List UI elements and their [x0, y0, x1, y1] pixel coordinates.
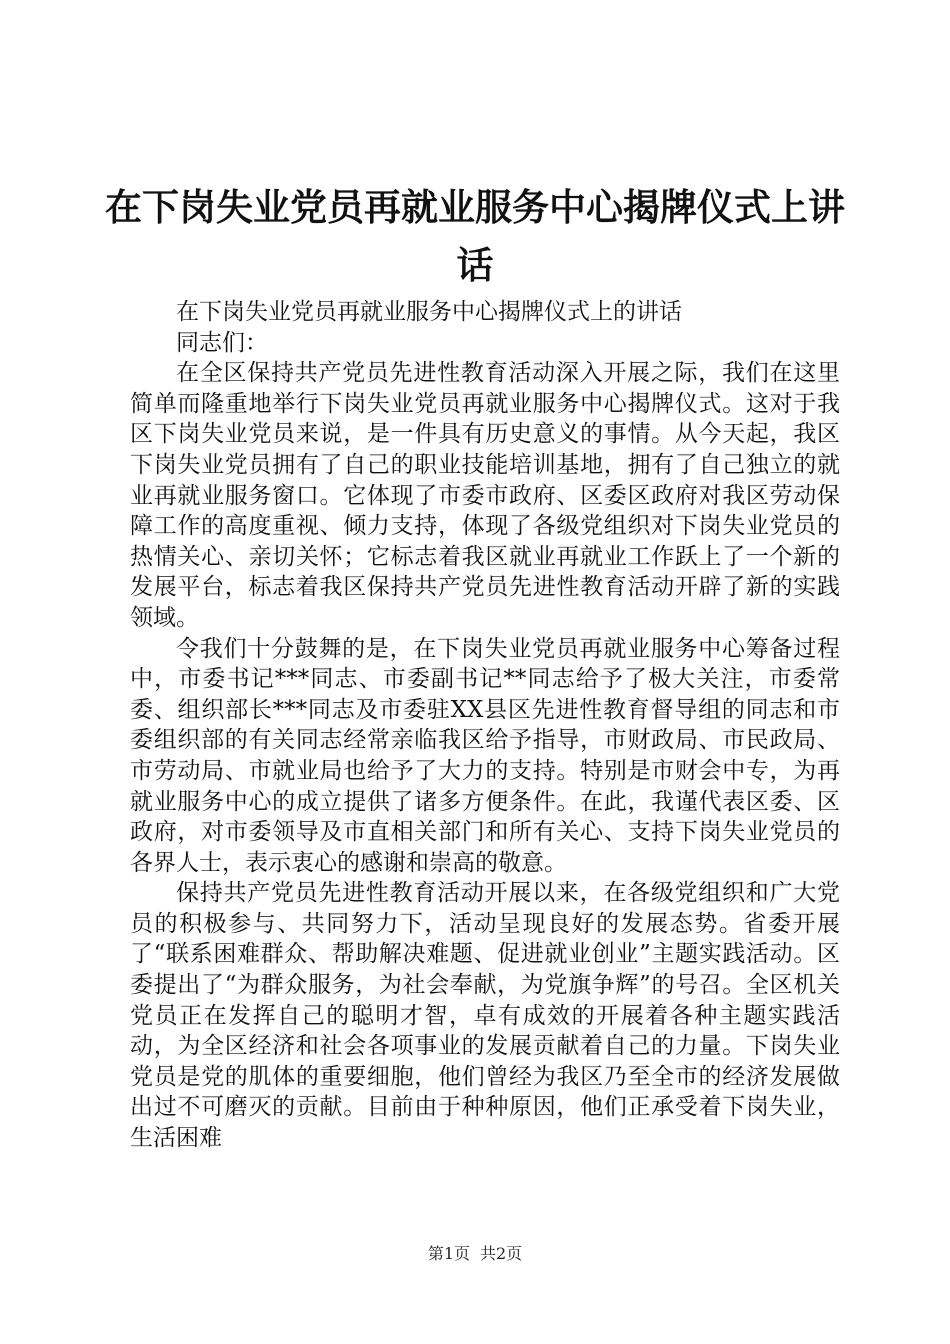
page-number: 第1页: [427, 1244, 470, 1263]
page-footer: [0, 1244, 950, 1264]
document-body: [130, 297, 840, 1154]
document-title: 在下岗失业党员再就业服务中心揭牌仪式上讲话: [105, 185, 845, 287]
body-paragraph: 令我们十分鼓舞的是，在下岗失业党员再就业服务中心筹备过程中，市委书记***同志、市委副书记**同志给予了极大关注，市委常委、组织部长***同志及市委驻XX县区先进性教育督导组的同志和市委组织部的有关同志经常亲临我区给予指导，市财政局、市民政局、市劳动局、市就业局也给予了大力的支持。特别是市财会中专，为再就业服务中心的成立提供了诸多方便条件。在此，我谨代表区委、区政府，对市委领导及市直相关部门和所有关心、支持下岗失业党员的各界人士，表示衷心的感谢和崇高的敬意。: [130, 635, 840, 876]
body-paragraph: 在全区保持共产党员先进性教育活动深入开展之际，我们在这里简单而隆重地举行下岗失业党员再就业服务中心揭牌仪式。这对于我区下岗失业党员来说，是一件具有历史意义的事情。从今天起，我区下岗失业党员拥有了自己的职业技能培训基地，拥有了自己独立的就业再就业服务窗口。它体现了市委市政府、区委区政府对我区劳动保障工作的高度重视、倾力支持，体现了各级党组织对下岗失业党员的热情关心、亲切关怀；它标志着我区就业再就业工作跃上了一个新的发展平台，标志着我区保持共产党员先进性教育活动开辟了新的实践领域。: [130, 360, 840, 631]
document-subtitle: 在下岗失业党员再就业服务中心揭牌仪式上的讲话: [176, 299, 682, 325]
body-paragraph: 保持共产党员先进性教育活动开展以来，在各级党组织和广大党员的积极参与、共同努力下，活动呈现良好的发展态势。省委开展了“联系困难群众、帮助解决难题、促进就业创业”主题实践活动。区委提出了“为群众服务，为社会奉献，为党旗争辉”的号召。全区机关党员正在发挥自己的聪明才智，卓有成效的开展着各种主题实践活动，为全区经济和社会各项事业的发展贡献着自己的力量。下岗失业党员是党的肌体的重要细胞，他们曾经为我区乃至全市的经济发展做出过不可磨灭的贡献。目前由于种种原因，他们正承受着下岗失业，生活困难: [130, 880, 840, 1152]
page-total: 共2页: [480, 1244, 523, 1263]
salutation: 同志们：: [176, 329, 268, 356]
